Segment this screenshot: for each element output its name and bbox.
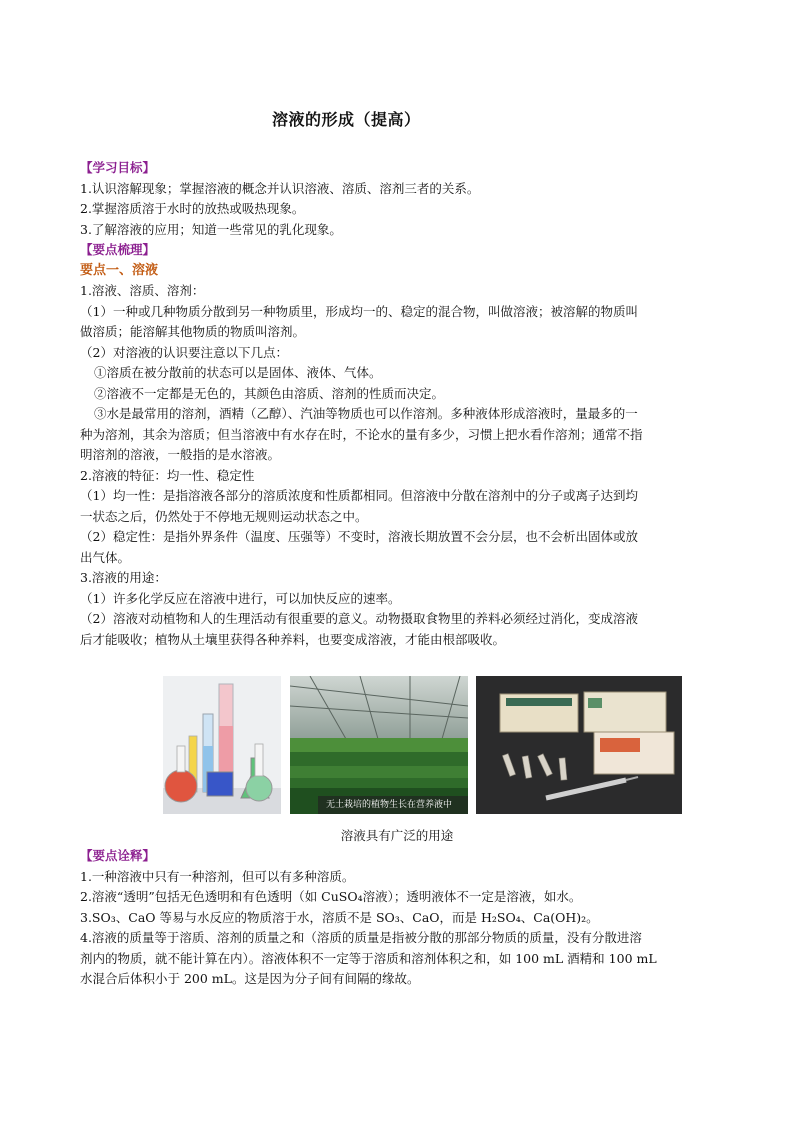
goal-1: 1.认识溶解现象；掌握溶液的概念并认识溶液、溶质、溶剂三者的关系。 <box>80 180 480 196</box>
greenhouse-photo <box>290 676 468 814</box>
glassware-photo <box>163 676 281 814</box>
kp1-line: （1）均一性：是指溶液各部分的溶质浓度和性质都相同。但溶液中分散在溶剂中的分子或离子达到均 <box>80 488 638 503</box>
kp1-line: 后才能吸收；植物从土壤里获得各种养料，也要变成溶液，才能由根部吸收。 <box>80 631 506 647</box>
photo-strip <box>163 676 683 816</box>
kp1-line: ②溶液不一定都是无色的，其颜色由溶质、溶剂的性质而决定。 <box>94 385 445 401</box>
goals-header: 【学习目标】 <box>80 160 156 175</box>
kp1-line: （1）许多化学反应在溶液中进行，可以加快反应的速率。 <box>80 590 401 606</box>
points-header: 【要点梳理】 <box>80 242 156 257</box>
note-line: 4.溶液的质量等于溶质、溶剂的质量之和（溶质的质量是指被分散的那部分物质的质量，没有分散进溶 <box>80 930 642 945</box>
learning-goals <box>80 158 720 650</box>
key-notes <box>80 846 720 990</box>
note-line: 水混合后体积小于 200 mL。这是因为分子间有间隔的缘故。 <box>80 971 420 986</box>
key-point-1-title: 要点一、溶液 <box>80 262 159 278</box>
greenhouse-label: 无土栽培的植物生长在营养液中 <box>326 800 453 810</box>
note-line: 3.SO₃、CaO 等易与水反应的物质溶于水，溶质不是 SO₃、CaO，而是 H₂SO₄、Ca(OH)₂。 <box>80 909 599 925</box>
photo-caption: 溶液具有广泛的用途 <box>340 828 454 843</box>
kp1-line: 出气体。 <box>80 549 131 565</box>
kp1-line: 明溶剂的溶液，一般指的是水溶液。 <box>80 447 281 462</box>
vials-photo <box>476 676 682 814</box>
kp1-line: 3.溶液的用途： <box>80 570 167 585</box>
notes-header: 【要点诠释】 <box>80 848 156 863</box>
note-line: 2.溶液“透明”包括无色透明和有色透明（如 CuSO₄溶液）；透明液体不一定是溶液，如水。 <box>80 889 582 904</box>
note-line: 1.一种溶液中只有一种溶剂，但可以有多种溶质。 <box>80 868 355 884</box>
kp1-line: （2）稳定性：是指外界条件（温度、压强等）不变时，溶液长期放置不会分层，也不会析出固体或放 <box>80 529 638 544</box>
kp1-line: 做溶质；能溶解其他物质的物质叫溶剂。 <box>80 324 306 339</box>
page-title: 溶液的形成（提高） <box>272 110 421 129</box>
note-line: 剂内的物质，就不能计算在内）。溶液体积不一定等于溶质和溶剂体积之和，如 100 mL 酒精和 100 mL <box>80 950 657 966</box>
goal-2: 2.掌握溶质溶于水时的放热或吸热现象。 <box>80 201 305 216</box>
kp1-line: ①溶质在被分散前的状态可以是固体、液体、气体。 <box>94 365 382 380</box>
kp1-line: （2）对溶液的认识要注意以下几点： <box>80 344 288 360</box>
kp1-line: 种为溶剂，其余为溶质；但当溶液中有水存在时，不论水的量有多少，习惯上把水看作溶剂；通常不指 <box>80 426 643 442</box>
kp1-line: （2）溶液对动植物和人的生理活动有很重要的意义。动物摄取食物里的养料必须经过消化，变成溶液 <box>80 611 638 626</box>
kp1-line: （1）一种或几种物质分散到另一种物质里，形成均一的、稳定的混合物，叫做溶液；被溶解的物质叫 <box>80 303 638 319</box>
kp1-line: 一状态之后，仍然处于不停地无规则运动状态之中。 <box>80 508 368 524</box>
kp1-line: 1.溶液、溶质、溶剂： <box>80 283 205 298</box>
kp1-line: ③水是最常用的溶剂，酒精（乙醇）、汽油等物质也可以作溶剂。多种液体形成溶液时，量最多的一 <box>94 406 638 421</box>
kp1-line: 2.溶液的特征：均一性、稳定性 <box>80 467 255 483</box>
goal-3: 3.了解溶液的应用；知道一些常见的乳化现象。 <box>80 221 342 237</box>
